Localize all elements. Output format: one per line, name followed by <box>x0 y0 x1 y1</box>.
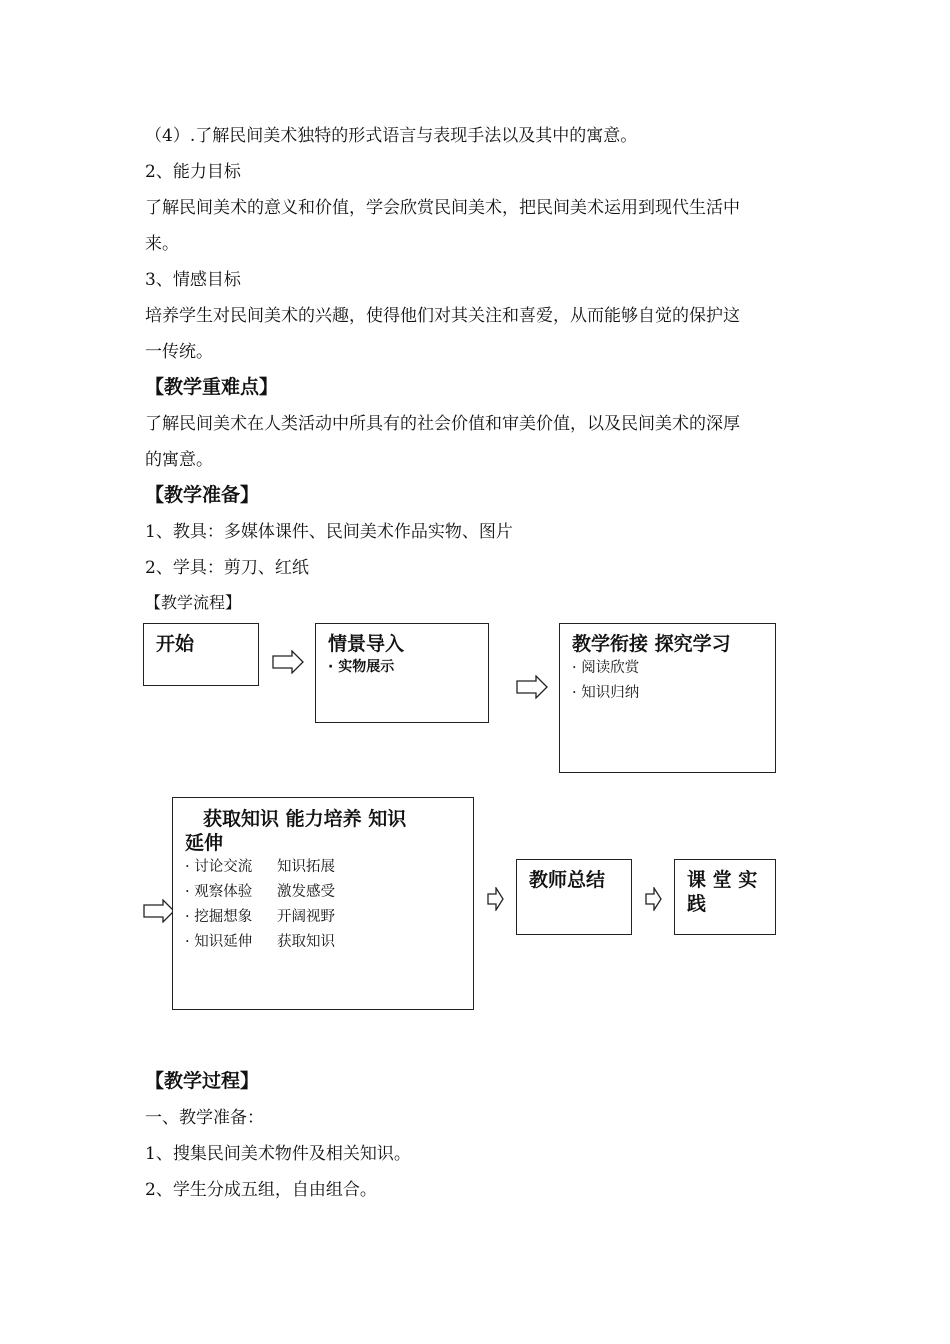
student-tools-text: 2、学具：剪刀、红纸 <box>145 558 309 578</box>
flow-explore-item-2: · 知识归纳 <box>572 685 640 701</box>
flow-box-knowledge <box>172 797 474 1010</box>
emotion-goal-text-line1: 培养学生对民间美术的兴趣，使得他们对其关注和喜爱，从而能够自觉的保护这 <box>145 306 740 326</box>
flow-practice-title-line2: 践 <box>687 893 707 915</box>
ability-goal-text-line2: 来。 <box>145 234 179 254</box>
arrow-right-icon <box>516 675 548 699</box>
process-step-1: 1、搜集民间美术物件及相关知识。 <box>145 1144 411 1164</box>
flow-box-intro <box>315 623 489 723</box>
flow-box-explore <box>559 623 776 773</box>
flow-explore-title: 教学衔接 探究学习 <box>572 633 731 655</box>
flow-knowledge-row-3: · 挖掘想象 开阔视野 <box>185 909 335 925</box>
objective-4-text: （4）.了解民间美术独特的形式语言与表现手法以及其中的寓意。 <box>145 126 638 146</box>
flow-intro-item: · 实物展示 <box>328 659 395 675</box>
flow-start-title: 开始 <box>156 633 195 655</box>
flow-heading: 【教学流程】 <box>145 593 242 612</box>
flow-box-start <box>143 623 259 686</box>
arrow-right-icon <box>272 650 304 674</box>
flow-intro-title: 情景导入 <box>328 633 405 655</box>
arrow-right-icon <box>645 887 662 911</box>
teaching-tools-text: 1、教具：多媒体课件、民间美术作品实物、图片 <box>145 522 513 542</box>
flow-box-summary <box>516 859 632 935</box>
flow-knowledge-title-line2: 延伸 <box>185 832 224 854</box>
process-step-2: 2、学生分成五组，自由组合。 <box>145 1180 377 1200</box>
flow-practice-title-line1: 课 堂 实 <box>687 869 758 891</box>
arrow-right-icon <box>143 899 175 923</box>
emotion-goal-text-line2: 一传统。 <box>145 342 213 362</box>
ability-goal-text-line1: 了解民间美术的意义和价值，学会欣赏民间美术，把民间美术运用到现代生活中 <box>145 198 740 218</box>
difficulty-text-line1: 了解民间美术在人类活动中所具有的社会价值和审美价值，以及民间美术的深厚 <box>145 414 740 434</box>
difficulty-heading: 【教学重难点】 <box>145 376 279 398</box>
flow-knowledge-title-line1: 获取知识 能力培养 知识 <box>203 808 407 830</box>
flow-knowledge-row-4: · 知识延伸 获取知识 <box>185 934 335 950</box>
emotion-goal-heading: 3、情感目标 <box>145 270 241 290</box>
preparation-heading: 【教学准备】 <box>145 484 260 506</box>
flow-summary-title: 教师总结 <box>529 869 606 891</box>
flow-knowledge-row-2: · 观察体验 激发感受 <box>185 884 335 900</box>
arrow-right-icon <box>487 887 504 911</box>
process-prep-heading: 一、教学准备： <box>145 1108 264 1128</box>
flow-knowledge-row-1: · 讨论交流 知识拓展 <box>185 859 335 875</box>
process-heading: 【教学过程】 <box>145 1070 260 1092</box>
difficulty-text-line2: 的寓意。 <box>145 450 213 470</box>
flow-explore-item-1: · 阅读欣赏 <box>572 660 640 676</box>
flow-box-practice <box>674 859 776 935</box>
ability-goal-heading: 2、能力目标 <box>145 162 241 182</box>
